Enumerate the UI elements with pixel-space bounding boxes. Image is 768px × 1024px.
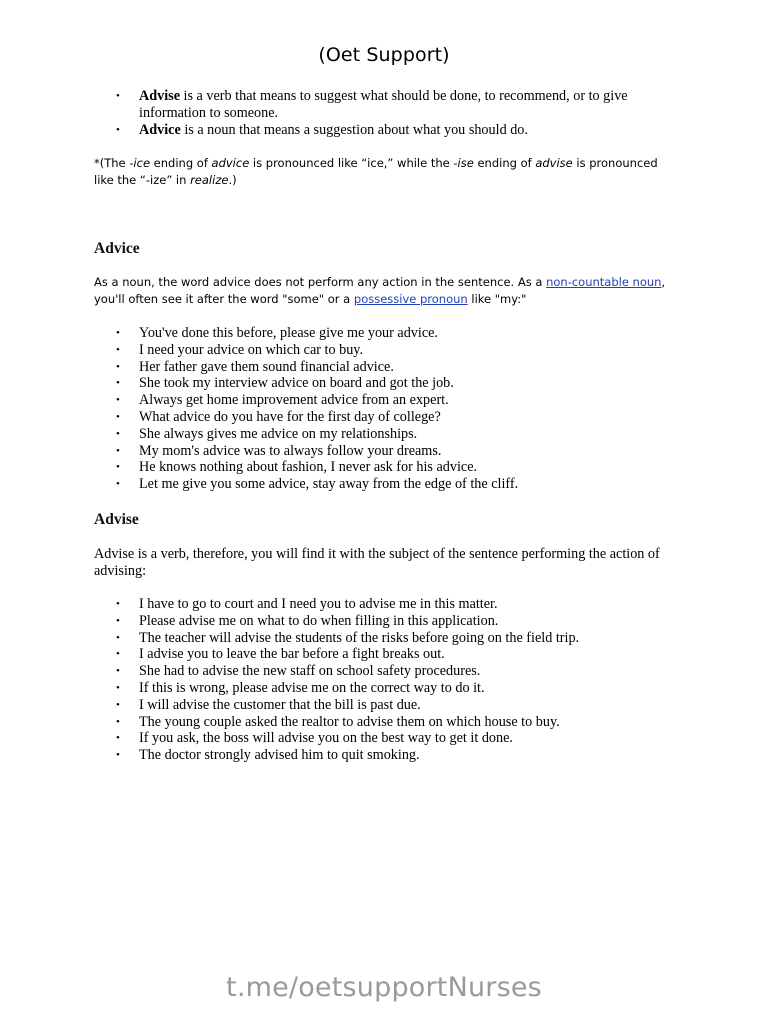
list-item: • She took my interview advice on board and got the job. (116, 375, 696, 392)
note-text: ending of (473, 156, 536, 170)
advise-paragraph: Advise is a verb, therefore, you will find it with the subject of the sentence performing the action of advising: (94, 546, 660, 579)
note-italic: -ice (129, 156, 151, 170)
note-text: *(The (94, 156, 130, 170)
list-item: • I advise you to leave the bar before a fight breaks out. (116, 646, 696, 663)
paragraph-text: like "my:" (467, 291, 527, 306)
list-item: • Her father gave them sound financial advice. (116, 359, 696, 376)
page-title: (Oet Support) (318, 44, 450, 66)
definition-term: Advise (139, 88, 180, 104)
list-item: • I have to go to court and I need you to advise me in this matter. (116, 596, 696, 613)
list-item: • Please advise me on what to do when filling in this application. (116, 613, 696, 630)
possessive-pronoun-link[interactable]: possessive pronoun (353, 291, 468, 306)
pronunciation-note (94, 155, 674, 188)
paragraph-text: , you'll often see it after the word "some" or a (94, 275, 666, 306)
note-text: .) (228, 172, 237, 187)
list-item: • If you ask, the boss will advise you on the best way to get it done. (116, 730, 696, 747)
definition-term: Advice (139, 121, 181, 138)
list-item: • I need your advice on which car to buy. (116, 342, 696, 359)
note-italic: advise (535, 156, 573, 170)
list-item: • Always get home improvement advice from an expert. (116, 392, 696, 409)
advise-examples-list (116, 596, 696, 764)
note-text: is pronounced like “ice,” while the (249, 156, 454, 170)
definition-item (116, 122, 696, 139)
list-item: • She had to advise the new staff on school safety procedures. (116, 663, 696, 680)
note-text: is pronounced like the “-ize” in (94, 156, 658, 187)
definition-text: is a verb that means to suggest what should be done, to recommend, or to give information to someone. (139, 88, 628, 121)
advice-paragraph (94, 274, 674, 307)
list-item: • The teacher will advise the students of the risks before going on the field trip. (116, 630, 696, 647)
list-item: • The young couple asked the realtor to advise them on which house to buy. (116, 714, 696, 731)
non-countable-noun-link[interactable]: non-countable noun (546, 275, 662, 289)
list-item: • If this is wrong, please advise me on the correct way to do it. (116, 680, 696, 697)
advice-heading: Advice (94, 240, 140, 257)
list-item: • He knows nothing about fashion, I never ask for his advice. (116, 459, 696, 476)
list-item: • Let me give you some advice, stay away from the edge of the cliff. (116, 476, 696, 493)
watermark-text: t.me/oetsupportNurses (226, 972, 542, 1003)
note-text: ending of (150, 156, 212, 170)
definition-list (116, 88, 696, 138)
note-italic: advice (211, 156, 250, 170)
advise-heading: Advise (94, 511, 139, 528)
list-item: • I will advise the customer that the bill is past due. (116, 697, 696, 714)
definition-text: is a noun that means a suggestion about what you should do. (180, 121, 528, 138)
paragraph-text: As a noun, the word advice does not perform any action in the sentence. As a (94, 275, 547, 289)
note-italic: -ise (453, 156, 474, 170)
note-italic: realize (190, 172, 229, 187)
advice-examples-list (116, 325, 696, 493)
list-item: • My mom's advice was to always follow your dreams. (116, 443, 696, 460)
list-item: • You've done this before, please give me your advice. (116, 325, 696, 342)
list-item: • What advice do you have for the first day of college? (116, 409, 696, 426)
definition-item (116, 88, 696, 122)
list-item: • The doctor strongly advised him to quit smoking. (116, 747, 696, 764)
list-item: • She always gives me advice on my relationships. (116, 426, 696, 443)
